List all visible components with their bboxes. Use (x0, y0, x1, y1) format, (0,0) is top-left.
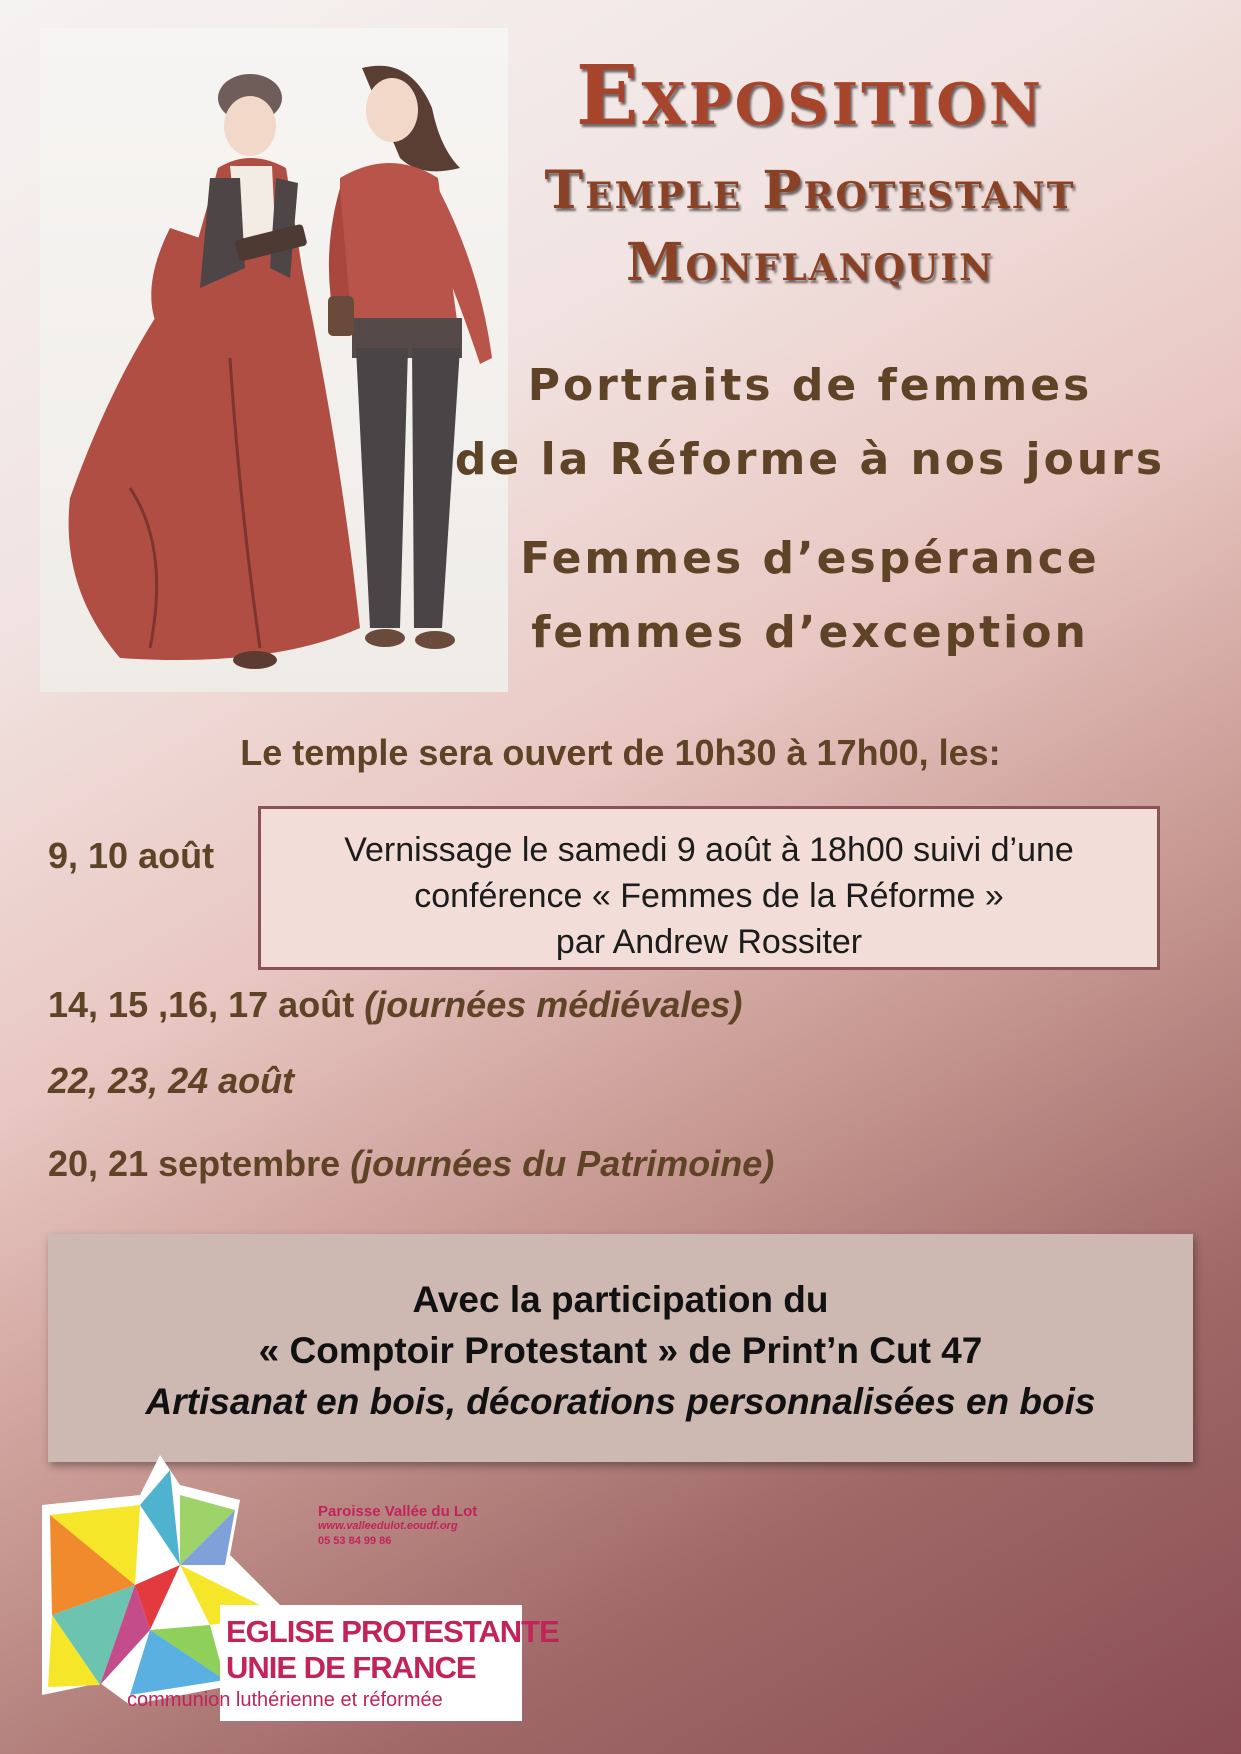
church-name-line-1: EGLISE PROTESTANTE (226, 1614, 559, 1649)
venue-line-1: Temple Protestant (544, 160, 1076, 221)
participation-line-2: « Comptoir Protestant » de Print’n Cut 47 (258, 1330, 983, 1371)
subtitle-line-4: femmes d’exception (531, 607, 1089, 658)
date-days: 20, 21 septembre (48, 1143, 341, 1184)
subtitle-line-3: Femmes d’espérance (520, 533, 1100, 584)
participation-line-1: Avec la participation du (412, 1279, 829, 1320)
vernissage-line-3: par Andrew Rossiter (555, 923, 863, 961)
parish-name: Paroisse Vallée du Lot (318, 1503, 478, 1520)
date-note: (journées du Patrimoine) (350, 1143, 775, 1184)
vernissage-box (258, 806, 1160, 970)
parish-phone: 05 53 84 99 86 (318, 1535, 392, 1547)
participation-box (48, 1234, 1193, 1462)
vernissage-line-2: conférence « Femmes de la Réforme » (414, 877, 1004, 915)
church-name (226, 1614, 559, 1686)
subtitle-line-1: Portraits de femmes (527, 360, 1093, 411)
date-note: (journées médiévales) (364, 984, 743, 1025)
parish-info (318, 1504, 477, 1549)
illustration-two-women (40, 28, 508, 692)
vernissage-line-1: Vernissage le samedi 9 août à 18h00 suivi d’une (344, 831, 1074, 869)
date-item (48, 984, 742, 1026)
church-subtitle: communion luthérienne et réformée (127, 1689, 443, 1711)
opening-hours: Le temple sera ouvert de 10h30 à 17h00, les: (240, 732, 1001, 773)
date-item (48, 1060, 294, 1102)
subtitle-line-2: de la Réforme à nos jours (454, 434, 1166, 485)
date-item (48, 835, 214, 877)
date-item (48, 1143, 774, 1185)
church-name-line-2: UNIE DE FRANCE (226, 1650, 476, 1685)
date-days: 14, 15 ,16, 17 août (48, 984, 355, 1025)
date-days: 22, 23, 24 août (48, 1060, 295, 1101)
participation-line-3: Artisanat en bois, décorations personnalisées en bois (145, 1381, 1096, 1422)
parish-website: www.valleedulot.eoudf.org (318, 1520, 458, 1532)
venue-line-2: Monflanquin (625, 232, 995, 293)
page-title: Exposition (576, 48, 1044, 144)
date-days: 9, 10 août (48, 835, 215, 876)
